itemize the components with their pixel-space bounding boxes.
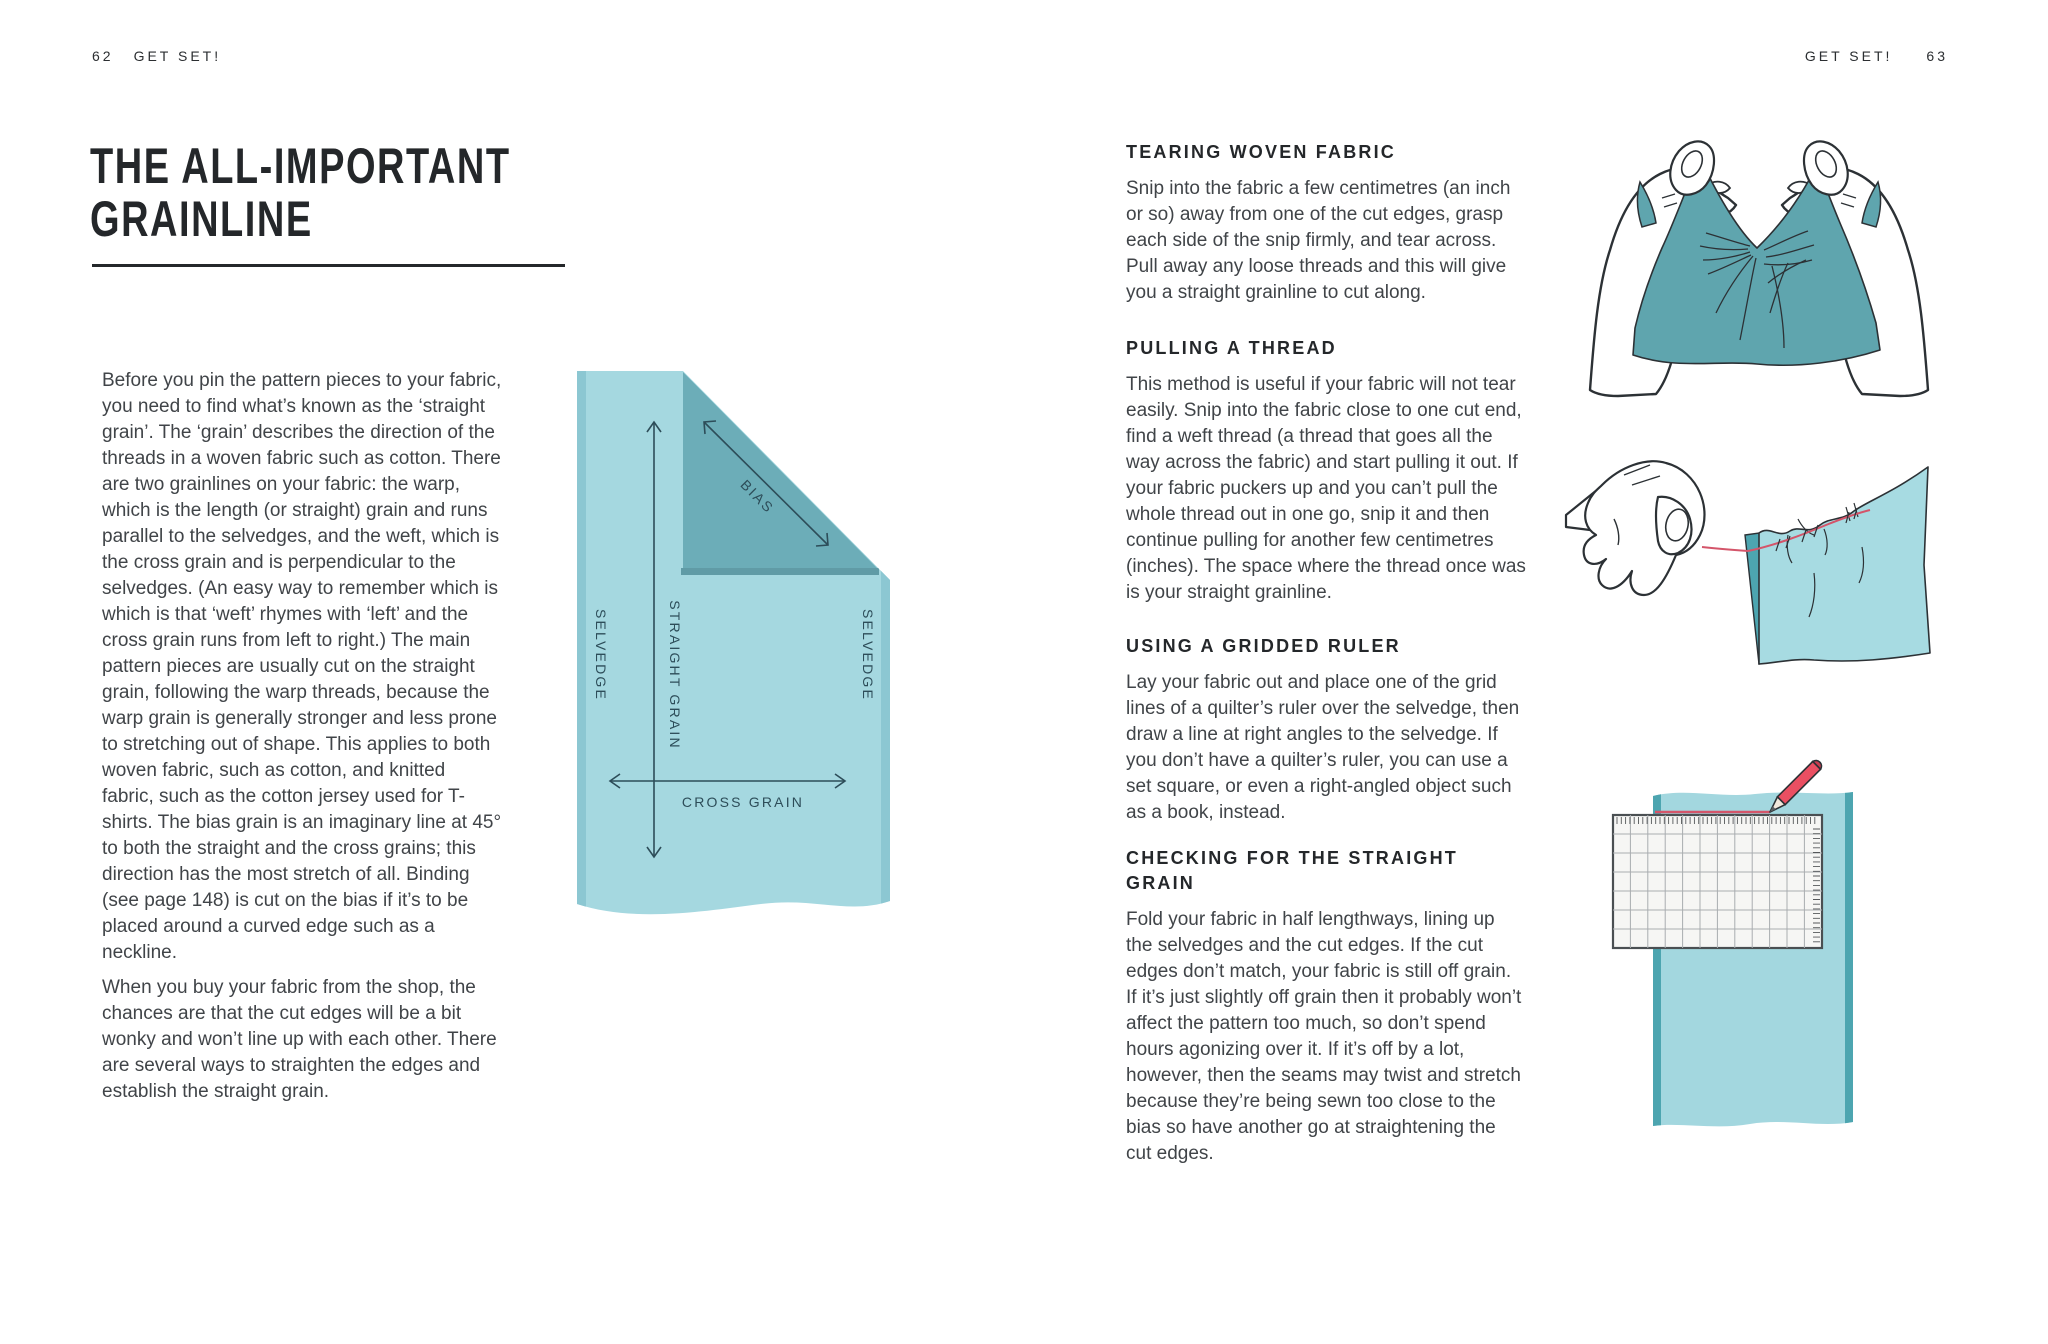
section-heading: TEARING WOVEN FABRIC [1126, 142, 1397, 162]
section-body: Fold your fabric in half lengthways, lining up the selvedges and the cut edges. If the cut edges don’t match, your fabric is still off grain. If it’s just slightly off grain then it probably won’t affect the pattern too much, so don’t spend hours agonizing over it. If it’s off by a lot, however, then the seams may twist and stretch because they’re being sewn too close to the bias so have another go at straightening the cut edges. [1126, 909, 1522, 1164]
page-title-line2: GRAINLINE [90, 191, 313, 247]
straight-grain-label: STRAIGHT GRAIN [667, 600, 683, 750]
running-head-left-label: GET SET! [133, 48, 222, 64]
quilters-ruler [1613, 815, 1822, 948]
running-head-right [1805, 48, 1948, 64]
section-body: Lay your fabric out and place one of the grid lines of a quilter’s ruler over the selvedge, then draw a line at right angles to the selvedge. If you don’t have a quilter’s ruler, you can use a set square, or even a right-angled object such as a book, instead. [1126, 672, 1520, 823]
section-heading: USING A GRIDDED RULER [1126, 636, 1401, 656]
section-tearing-woven-fabric [1126, 140, 1526, 306]
selvedge-left-label: SELVEDGE [593, 608, 609, 702]
section-checking-straight-grain [1126, 846, 1526, 1167]
body-paragraph: Before you pin the pattern pieces to your fabric, you need to find what’s known as the ‘straight grain’. The ‘grain’ describes the direction of the threads in a woven fabric such as cotton. There are two grainlines on your fabric: the warp, which is the length (or straight) grain and runs parallel to the selvedges, and the weft, which is the cross grain and is perpendicular to the selvedges. (An easy way to remember which is which is that ‘weft’ rhymes with ‘left’ and the cross grain runs from left to right.) The main pattern pieces are usually cut on the straight grain, following the warp threads, because the warp grain is generally stronger and less prone to stretching out of shape. This applies to both woven fabric, such as cotton, and knitted fabric, such as the cotton jersey used for T-shirts. The bias grain is an imaginary line at 45° to both the straight and the cross grains; this direction has the most stretch of all. Binding (see page 148) is cut on the bias if it’s to be placed around a curved edge such as a neckline. [102, 370, 502, 963]
tearing-fabric-hands-illustration [1588, 138, 1930, 400]
body-paragraph: When you buy your fabric from the shop, the chances are that the cut edges will be a bit wonky and won’t line up with each other. There are several ways to straighten the edges and establish the straight grain. [102, 977, 497, 1102]
section-body: This method is useful if your fabric will not tear easily. Snip into the fabric close to one cut end, find a weft thread (a thread that goes all the way across the fabric) and start pulling it out. If your fabric puckers up and you can’t pull the whole thread out in one go, snip it and then continue pulling for another few centimetres (inches). The space where the thread once was is your straight grainline. [1126, 374, 1526, 603]
page-number-left: 62 [92, 48, 114, 64]
fabric-grainline-diagram [577, 370, 892, 935]
section-body: Snip into the fabric a few centimetres (an inch or so) away from one of the cut edges, grasp each side of the snip firmly, and tear across. Pull away any loose threads and this will give you a straight grainline to cut along. [1126, 178, 1511, 303]
fold-shadow [681, 568, 879, 575]
section-heading: PULLING A THREAD [1126, 338, 1337, 358]
fabric-piece [1759, 467, 1930, 664]
page-title-line1: THE ALL-IMPORTANT [90, 138, 511, 194]
title-underline-rule [92, 264, 565, 267]
page-title [90, 140, 511, 246]
left-body-column [102, 368, 502, 1114]
pulling-a-thread-illustration [1562, 455, 1932, 713]
pinching-hand [1566, 461, 1705, 595]
bias-label: BIAS [737, 476, 778, 517]
selvedge-strip-left [577, 370, 586, 930]
gridded-ruler-pencil-illustration [1610, 750, 1858, 1138]
page-number-right: 63 [1926, 48, 1948, 64]
section-using-a-gridded-ruler [1126, 634, 1526, 826]
section-heading: CHECKING FOR THE STRAIGHT GRAIN [1126, 848, 1458, 893]
cross-grain-label: CROSS GRAIN [681, 794, 805, 810]
selvedge-strip-right [1845, 788, 1853, 1133]
running-head-left [92, 48, 221, 64]
section-pulling-a-thread [1126, 336, 1526, 606]
running-head-right-label: GET SET! [1804, 48, 1893, 64]
selvedge-strip-right [881, 570, 890, 930]
selvedge-right-label: SELVEDGE [860, 608, 876, 702]
